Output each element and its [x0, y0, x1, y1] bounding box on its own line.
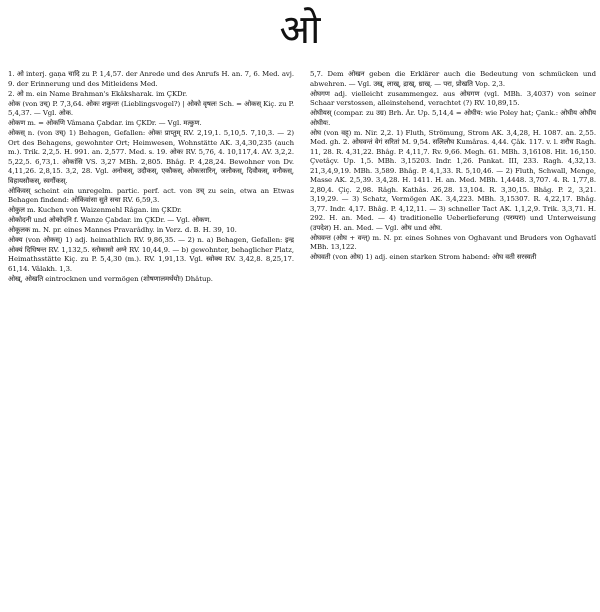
entry-paragraph: ओकूलक m. N. pr. eines Mannes Pravarâdhy. in Verz. d. B. H. 39, 10.	[8, 226, 237, 235]
entry-paragraph: 2. ओ m. ein Name Brahman's Ekâksharak. im ÇKDr.	[8, 89, 188, 98]
entry-paragraph: 5,7. Dem ओखन geben die Erklärer auch die Bedeutung von schmücken und abwehren. — Vgl. उख्, लाख्, द्राख्, ध्राख्. — परा, प्रोखति Vop. 2,3.	[310, 70, 596, 88]
left-column	[8, 70, 294, 606]
entry-paragraph: ओकोदनी und ओकोदनि f. Wanze Çabdar. im ÇKDr. — Vgl. ओकण.	[8, 216, 212, 225]
entry-paragraph: ओघवती (von ओघ) 1) adj. einen starken Strom habend: ओघ वती सरस्वती	[310, 253, 537, 262]
entry-paragraph: ओक (von उच्) P. 7,3,64. ओकः शकुन्तः (Lieblingsvogel?) | ओको वृषलः Sch. = ओकस् Kiç. zu P. 5,4,37. — Vgl. ओक.	[8, 99, 294, 118]
entry-paragraph: ओकस् n. (von उच्) 1) Behagen, Gefallen: ओकः प्राप्तुम् RV. 2,19,1. 5,10,5. 7,10,3. — 2) Ort des Behagens, gewohnter Ort; Heimwesen, Wohnstätte AK. 3,4,30,235 (auch m.). Trik. 2,2,5. H. 991. an. 2,577. Med. s. 19. ओकः RV. 5,76, 4. 10,117,4. AV. 3,2,2. 5,22,5. 6,73,1. ओकांसि VS. 3,27 MBh. 2,805. Bhâg. P. 4,28,24. Bewohner von Dv. 4,11,26. 2,8,15. 3,2, 28. Vgl. अनोकस्, उदौकस्, एकौकस्, ओकःसारिन्, जलौकस्, दिवौकस्, वनौकस्, विहायसौकस्, स्वर्गौकस्.	[8, 129, 294, 185]
entry-paragraph: ओकिवस् scheint ein unregelm. partic. perf. act. von उच् zu sein, etwa an Etwas Behagen findend: ओकिवांसा सुते सचा RV. 6,59,3.	[8, 186, 294, 205]
entry-paragraph: ओघवन्त (ओघ + वन्त्) m. N. pr. eines Sohnes von Oghavant und Bruders von Oghavatî MBh. 13,122.	[310, 233, 596, 252]
entry-paragraph: ओकण m. = ओकणि Vâmana Çabdar. im ÇKDr. — Vgl. मत्कुण.	[8, 119, 202, 128]
entry-paragraph: ओघगण adj. vielleicht zusammengez. aus ओघगण (vgl. MBh. 3,4037) von seiner Schaar verstossen, alleinstehend, verachtet (?) RV. 10,89,15.	[310, 89, 596, 108]
right-column	[310, 70, 596, 606]
headword-header	[0, 4, 600, 56]
entry-paragraph: ओघीयस् (compar. zu उग्र) Brh. Âr. Up. 5,14,4 = ओघीय: wie Poley hat; Çank.: ओघीय ओघीय ओघीयः.	[310, 109, 596, 127]
entry-paragraph: ओकुल m. Kuchen von Waizenmehl Râgan. im ÇKDr.	[8, 206, 182, 215]
entry-paragraph: ओख्, ओखति eintrocknen und vermögen (शोषणालमर्थयोः) Dhâtup.	[8, 274, 213, 283]
entry-paragraph: 1. ओ interj. gaṇa चादि zu P. 1,4,57. der Anrede und des Anrufs H. an. 7, 6. Med. avj. 9. der Erinnerung und des Mitleidens Med.	[8, 70, 294, 88]
entry-paragraph: ओक्य (von ओकस्) 1) adj. heimathlich RV. 9,86,35. — 2) n. a) Behagen, Gefallen: इन्द्र ओक्यं दिधिषन्त RV. 1,132,5. स्तोकासो अग्ने RV. 10,44,9. — b) gewohnter, behaglicher Platz, Heimathsstätte Kiç. zu P. 5,4,30 (m.). RV. 1,91,13. Vgl. स्वोक्य RV. 3,42,8. 8,25,17. 61,14. Vâlakh. 1,3.	[8, 236, 294, 273]
entry-paragraph: ओघ (von वह्) m. Nir. 2,2. 1) Fluth, Strömung, Strom AK. 3,4,28, H. 1087. an. 2,55. Med. gh. 2. ओघवन्तं वेगं सरितां M. 9,54. सलिलौघ Kumâras. 4,44. Çâk. 117. v. l. शरौघ Ragh. 11, 28. R. 4,31,22. Bhâg. P. 4,11,7. Rv. 9,66. Megh. 61. MBh. 3,16108. Hit. 16,150. Çvetâçv. Up. 1,5. MBh. 3,15203. Indr. 1,26. Pankat. III, 233. Ragh. 4,32,13. 21,3,4,9,19. MBh. 3,589. Bhâg. P. 4,1,33. R. 5,10,46. — 2) Fluth, Schwall, Menge, Masse AK. 2,5,39. 3,4,28. H. 1411. H. an. Med. MBh. 1,4448. 3,707. 4. R. 1,77,8. 2,80,4. Çiç. 2,98. Râgh. Kathâs. 26,28. 13,104. R. 3,30,15. Bhâg. P. 2, 3,21. 3,19,29. — 3) Schatz, Vermögen AK. 3,4,223. MBh. 3,15307. R. 4,22,17. Bhâg. 3,77. Indr. 4,17. Bhâg. P. 4,12,11. — 3) schneller Tact AK. 1,1,2,9. Trik. 3,3,71. H. 292. H. an. Med. — 4) traditionelle Ueberlieferung (परम्परा) und Unterweisung (उपदेश) H. an. Med. — Vgl. ओघ und ओघ.	[310, 128, 596, 232]
headword: ओ	[279, 7, 321, 53]
